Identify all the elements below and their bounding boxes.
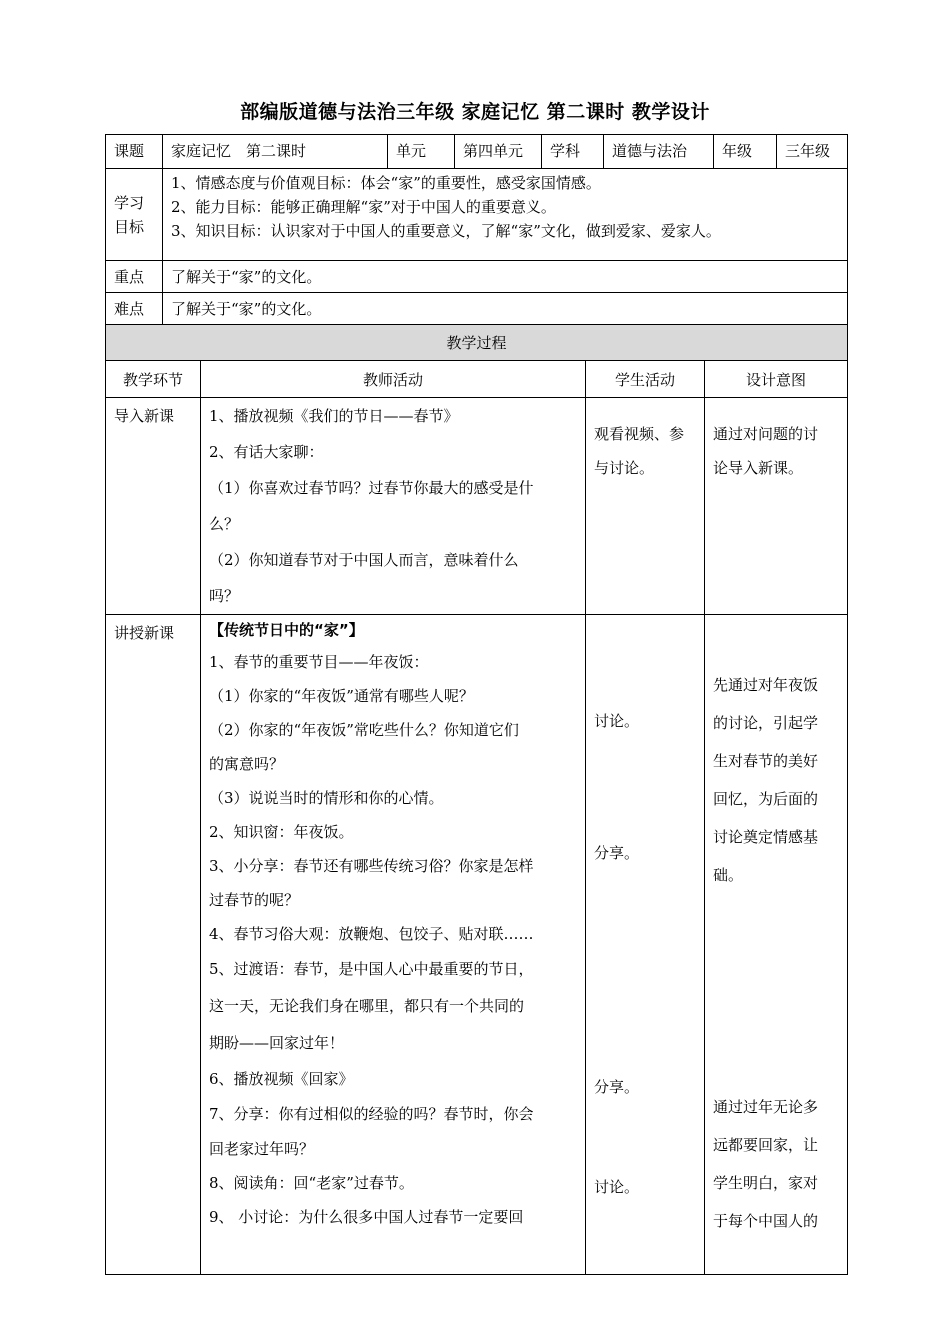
- activity-line: 么？: [209, 515, 240, 533]
- teaching-process-table: [105, 324, 848, 1275]
- unit-value: 第四单元: [455, 135, 542, 169]
- activity-line: （2）你家的“年夜饭”常吃些什么？你知道它们: [209, 721, 519, 739]
- section-heading: 【传统节日中的“家”】: [209, 621, 364, 639]
- subject-value: 道德与法治: [604, 135, 714, 169]
- student-line: 讨论。: [594, 1178, 640, 1196]
- student-line: 观看视频、参: [594, 425, 685, 443]
- activity-line: 2、知识窗：年夜饭。: [209, 823, 354, 841]
- topic-value: 家庭记忆 第二课时: [163, 135, 388, 169]
- student-activity-cell: [586, 615, 705, 1275]
- student-line: 讨论。: [594, 712, 640, 730]
- student-activity-cell: [586, 398, 705, 615]
- stage-cell: 讲授新课: [106, 615, 201, 1275]
- activity-line: （2）你知道春节对于中国人而言，意味着什么: [209, 551, 519, 569]
- intent-line: 于每个中国人的: [713, 1212, 819, 1230]
- design-intent-cell: [705, 398, 848, 615]
- unit-label: 单元: [388, 135, 455, 169]
- goal-line: 3、知识目标：认识家对于中国人的重要意义，了解“家”文化，做到爱家、爱家人。: [171, 222, 721, 240]
- column-header: 学生活动: [586, 361, 705, 398]
- intent-line: 论导入新课。: [713, 459, 804, 477]
- difficulty-value: 了解关于“家”的文化。: [163, 293, 848, 325]
- topic-label: 课题: [106, 135, 163, 169]
- activity-line: 过春节的呢？: [209, 891, 300, 909]
- activity-line: （1）你家的“年夜饭”通常有哪些人呢？: [209, 687, 474, 705]
- activity-line: 回老家过年吗？: [209, 1140, 315, 1158]
- activity-line: 吗？: [209, 587, 240, 605]
- subject-label: 学科: [542, 135, 604, 169]
- activity-line: （1）你喜欢过春节吗？过春节你最大的感受是什: [209, 479, 534, 497]
- activity-line: 4、春节习俗大观：放鞭炮、包饺子、贴对联……: [209, 925, 534, 943]
- teacher-activity-cell: [201, 398, 586, 615]
- teacher-activity-cell: [201, 615, 586, 1275]
- key-point-value: 了解关于“家”的文化。: [163, 261, 848, 293]
- activity-line: 9、 小讨论：为什么很多中国人过春节一定要回: [209, 1208, 524, 1226]
- activity-line: 1、春节的重要节目——年夜饭：: [209, 653, 429, 671]
- document-title: 部编版道德与法治三年级 家庭记忆 第二课时 教学设计: [240, 101, 710, 123]
- goals-content: [163, 169, 848, 261]
- intent-line: 础。: [713, 866, 744, 884]
- activity-line: 5、过渡语：春节，是中国人心中最重要的节日，: [209, 960, 534, 978]
- intent-line: 的讨论，引起学: [713, 714, 819, 732]
- stage-cell: 导入新课: [106, 398, 201, 615]
- goal-line: 2、能力目标：能够正确理解“家”对于中国人的重要意义。: [171, 198, 556, 216]
- student-line: 分享。: [594, 844, 640, 862]
- column-header: 设计意图: [705, 361, 848, 398]
- intent-line: 学生明白，家对: [713, 1174, 819, 1192]
- activity-line: 的寓意吗？: [209, 755, 285, 773]
- key-point-label: 重点: [106, 261, 163, 293]
- design-intent-cell: [705, 615, 848, 1275]
- goals-label: 学习目标: [106, 169, 163, 261]
- difficulty-label: 难点: [106, 293, 163, 325]
- section-title: 教学过程: [106, 325, 848, 361]
- intent-line: 通过对问题的讨: [713, 425, 819, 443]
- activity-line: 这一天，无论我们身在哪里，都只有一个共同的: [209, 997, 525, 1015]
- intent-line: 远都要回家，让: [713, 1136, 819, 1154]
- intent-line: 先通过对年夜饭: [713, 676, 819, 694]
- column-header: 教学环节: [106, 361, 201, 398]
- intent-line: 回忆，为后面的: [713, 790, 819, 808]
- grade-label: 年级: [714, 135, 777, 169]
- activity-line: 1、播放视频《我们的节日——春节》: [209, 407, 459, 425]
- intent-line: 通过过年无论多: [713, 1098, 819, 1116]
- student-line: 与讨论。: [594, 459, 655, 477]
- goal-line: 1、情感态度与价值观目标：体会“家”的重要性，感受家国情感。: [171, 174, 601, 192]
- activity-line: （3）说说当时的情形和你的心情。: [209, 789, 444, 807]
- activity-line: 6、播放视频《回家》: [209, 1070, 354, 1088]
- activity-line: 2、有话大家聊：: [209, 443, 324, 461]
- activity-line: 8、阅读角：回“老家”过春节。: [209, 1174, 414, 1192]
- activity-line: 3、小分享：春节还有哪些传统习俗？你家是怎样: [209, 857, 534, 875]
- activity-line: 期盼——回家过年！: [209, 1034, 345, 1052]
- table-row: [106, 615, 848, 1275]
- grade-value: 三年级: [777, 135, 848, 169]
- student-line: 分享。: [594, 1078, 640, 1096]
- column-header: 教师活动: [201, 361, 586, 398]
- activity-line: 7、分享：你有过相似的经验的吗？春节时，你会: [209, 1105, 534, 1123]
- intent-line: 生对春节的美好: [713, 752, 819, 770]
- intent-line: 讨论奠定情感基: [713, 828, 819, 846]
- table-row: [106, 398, 848, 615]
- course-info-table: [105, 134, 848, 325]
